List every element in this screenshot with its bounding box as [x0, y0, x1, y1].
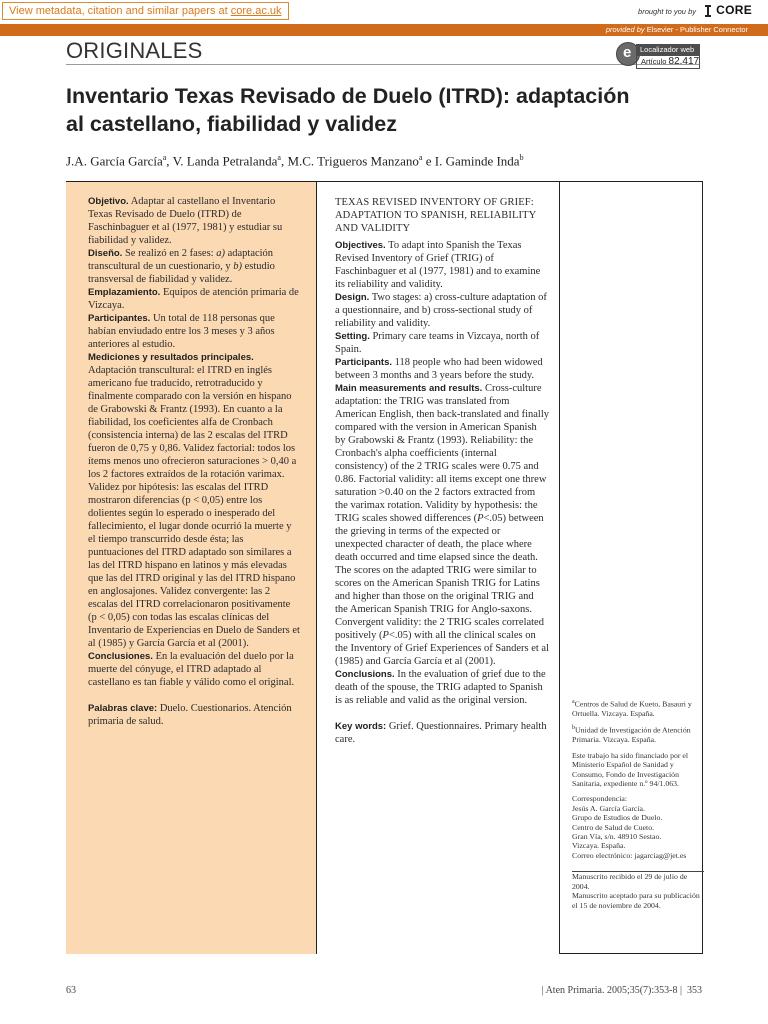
correspondence-center: Centro de Salud de Cueto.: [572, 822, 655, 832]
conclusiones-label: Conclusiones.: [88, 651, 153, 662]
core-logo[interactable]: CORE: [716, 3, 752, 17]
main-results-text: <.05) between the grieving in terms of the expected or unexpected character of death, the place where death occurred and time elapsed since the death. The scores on the adapted TRIG were similar to scores on the American Spanish TRIG for Latins and higher than those on the original TRIG and the American Spanish TRIG for Anglo-saxons. Convergent validity: the 2 TRIG scales correlated positively (: [335, 513, 544, 641]
abstract-participantes: [88, 312, 300, 351]
article-title: [66, 82, 716, 138]
core-link[interactable]: core.ac.uk: [230, 5, 282, 17]
footer-page-right: 353: [687, 985, 702, 996]
locator-label: Localizador web: [636, 44, 700, 55]
design-label: Design.: [335, 292, 370, 303]
abstract-objetivo: [88, 195, 300, 247]
author-separator: e: [422, 153, 435, 169]
emplazamiento-text: Equipos de atención primaria de Vizcaya.: [88, 287, 299, 311]
abstract-spanish: [66, 182, 316, 954]
setting-label: Setting.: [335, 331, 370, 342]
web-locator-badge: [616, 42, 702, 72]
palabras-clave-label: Palabras clave:: [88, 703, 158, 714]
locator-e-icon: e: [616, 42, 640, 66]
affiliation-b: [572, 724, 706, 744]
objetivo-text: Adaptar al castellano el Inventario Texas Revisado de Duelo (ITRD) de Faschinbaguer et al (1977, 1981) y estudiar su fiabilidad y validez.: [88, 196, 283, 246]
abstract-conclusiones: [88, 650, 300, 689]
abstract-diseno: [88, 247, 300, 286]
participantes-label: Participantes.: [88, 313, 151, 324]
participants-text: 118 people who had been widowed between 3 months and 3 years before the study.: [335, 357, 543, 381]
abstract-main-results: [335, 382, 549, 668]
key-words-text: Grief. Questionnaires. Primary health care.: [335, 721, 547, 745]
affiliation-mark: a: [572, 699, 575, 705]
author-name: J.A. García García: [66, 153, 163, 169]
title-line-2: al castellano, fiabilidad y validez: [66, 112, 397, 136]
abstract-english: [316, 182, 559, 954]
correspondence-name: Jesús A. García García.: [572, 803, 645, 813]
locator-article-prefix: Artículo: [641, 57, 667, 66]
mediciones-text: Adaptación transcultural: el ITRD en inglés americano fue traducido, retrotraducido y finalmente comparado con la versión en hispano de Grabowski & Frantz (1993). En cuanto a la fiabilidad, los coeficientes alfa de Cronbach (consistencia interna) de las 2 escalas del ITRD fueron de 0,75 y 0,86. Validez factorial: todos los ítems menos uno ofrecieron saturaciones > 0,40 a los 2 factores extraídos de la rotación varimax. Validez por hipótesis: las escalas del ITRD mostraron diferencias (p < 0,05) entre los dolientes según lo esperado o inesperado del fallecimiento, el lugar donde ocurrió la muerte y el tiempo transcurrido desde ésta; las puntuaciones del ITRD adaptado son similares a las del ITRD hispano en latinos y más elevadas que las del ITRD original y las del ITRD hispano en anglosajones. Validez convergente: las 2 escalas del ITRD correlacionaron positivamente (p < 0,05) con todas las escalas clínicas del Inventario de Experiencias en Duelo de Sanders et al (1985) y García García et al (2001).: [88, 365, 300, 649]
core-view-text: View metadata, citation and similar papers at: [9, 5, 231, 17]
title-line-1: Inventario Texas Revisado de Duelo (ITRD): adaptación: [66, 84, 630, 108]
main-results-label: Main measurements and results.: [335, 383, 483, 394]
design-text: Two stages: a) cross-culture adaptation of a questionnaire, and b) cross-sectional study of reliability and validity.: [335, 292, 547, 329]
correspondence-group: Grupo de Estudios de Duelo.: [572, 813, 663, 823]
p-value-symbol: P: [477, 513, 484, 524]
author-affiliation-mark: a: [162, 153, 167, 162]
palabras-clave-text: Duelo. Cuestionarios. Atención primaria de salud.: [88, 703, 292, 727]
author-affiliation-mark: b: [519, 153, 524, 162]
abstract-palabras-clave: [88, 702, 300, 728]
diseno-label: Diseño.: [88, 248, 123, 259]
core-logo-icon: [704, 4, 712, 18]
mediciones-label: Mediciones y resultados principales.: [88, 352, 254, 363]
conclusions-label: Conclusions.: [335, 669, 395, 680]
english-abstract-heading: TEXAS REVISED INVENTORY OF GRIEF: ADAPTATION TO SPANISH, RELIABILITY AND VALIDITY: [335, 197, 536, 234]
diseno-text: Se realizó en 2 fases:: [122, 248, 217, 259]
objectives-label: Objectives.: [335, 240, 386, 251]
footer-page-left: 63: [66, 985, 76, 996]
abstract-mediciones: [88, 351, 300, 650]
author-affiliation-mark: a: [418, 153, 423, 162]
main-results-text: Cross-culture adaptation: the TRIG was translated from American English, then back-translated and finally compared with the version in American Spanish by Grabowski & Frantz (1993). Reliability: the Cronbach's alpha coefficients (internal consistency) of the 2 TRIG scales were 0.75 and 0.86. Factorial validity: all items except one threw saturation >0.40 on the 2 factors extracted from the varimax rotation. Validity by hypothesis: the TRIG scales showed differences (: [335, 383, 550, 524]
author-separator: ,: [166, 153, 173, 169]
provided-by-text: [606, 24, 748, 36]
section-label: ORIGINALES: [66, 38, 203, 63]
footer-citation: [542, 985, 702, 996]
journal-reference: | Aten Primaria. 2005;35(7):353-8 |: [541, 985, 682, 996]
section-underline: [66, 64, 700, 65]
correspondence-address: Gran Vía, s/n. 48910 Sestao.: [572, 832, 662, 842]
locator-article: [636, 55, 700, 69]
key-words-label: Key words:: [335, 721, 387, 732]
emplazamiento-label: Emplazamiento.: [88, 287, 161, 298]
setting-text: Primary care teams in Vizcaya, north of Spain.: [335, 331, 540, 355]
objectives-text: To adapt into Spanish the Texas Revised Inventory of Grief (TRIG) of Faschinbaguer et al (1977, 1981) and to examine its reliability and validity.: [335, 240, 541, 290]
affiliation-text: Unidad de Investigación de Atención Primaria. Vizcaya. España.: [572, 726, 691, 745]
conclusions-text: In the evaluation of grief due to the death of the spouse, the TRIG adapted to Spanish is as reliable and valid as the original version.: [335, 669, 546, 706]
affiliation-a: [572, 698, 706, 718]
diseno-a: a): [216, 248, 225, 259]
objetivo-label: Objetivo.: [88, 196, 129, 207]
participants-label: Participants.: [335, 357, 393, 368]
side-notes: [572, 698, 706, 910]
affiliation-mark: b: [572, 725, 575, 732]
abstract-setting: [335, 330, 549, 356]
abstract-design: [335, 291, 549, 330]
author-name: V. Landa Petralanda: [172, 153, 278, 169]
author-list: [66, 153, 726, 169]
core-metadata-link[interactable]: [2, 2, 289, 20]
diseno-b: b): [233, 261, 242, 272]
abstract-emplazamiento: [88, 286, 300, 312]
funding-note: Este trabajo ha sido financiado por el Ministerio Español de Sanidad y Consumo, Fondo de Investigación Sanitaria, expediente n.º 94/1.063.: [572, 750, 689, 789]
diseno-text: adaptación transcultural de un cuestionario, y: [88, 248, 274, 272]
author-affiliation-mark: a: [277, 153, 281, 162]
diseno-text: estudio transversal de fiabilidad y validez.: [88, 261, 275, 285]
conclusiones-text: En la evaluación del duelo por la muerte del cónyuge, el ITRD adaptado al castellano es tan fiable y válido como el original.: [88, 651, 295, 688]
abstract-participants: [335, 356, 549, 382]
correspondence-city: Vizcaya. España.: [572, 841, 626, 851]
side-notes-divider: [572, 871, 704, 872]
abstract-conclusions: [335, 668, 549, 707]
core-banner: [0, 0, 768, 25]
brought-to-you-text: brought to you by: [638, 7, 696, 16]
accepted-date: Manuscrito aceptado para su publicación el 15 de noviembre de 2004.: [572, 891, 700, 910]
author-separator: ,: [280, 153, 288, 169]
participantes-text: Un total de 118 personas que habían enviudado entre los 3 meses y 3 años anteriores al estudio.: [88, 313, 275, 350]
provided-by-label: provided by: [605, 25, 647, 34]
received-date: Manuscrito recibido el 29 de julio de 2004.: [572, 872, 688, 891]
correspondence-email[interactable]: Correo electrónico: jagarciag@jet.es: [572, 850, 687, 860]
abstract-objectives: [335, 239, 549, 291]
provided-by-source[interactable]: Elsevier - Publisher Connector: [646, 25, 748, 34]
author-name: M.C. Trigueros Manzano: [287, 153, 419, 169]
main-results-text: <.05) with all the clinical scales on the Inventory of Grief Experiences of Sanders et al (1985) and García García et al (2001).: [335, 630, 549, 667]
correspondence-label: Correspondencia:: [572, 794, 627, 804]
provided-by-bar: [0, 24, 768, 36]
locator-article-number: 82.417: [668, 56, 700, 67]
abstract-key-words: [335, 720, 549, 746]
p-value-symbol: P: [382, 630, 389, 641]
affiliation-text: Centros de Salud de Kueto, Basauri y Ortuella. Vizcaya. España.: [572, 699, 692, 718]
author-name: I. Gaminde Inda: [434, 153, 520, 169]
